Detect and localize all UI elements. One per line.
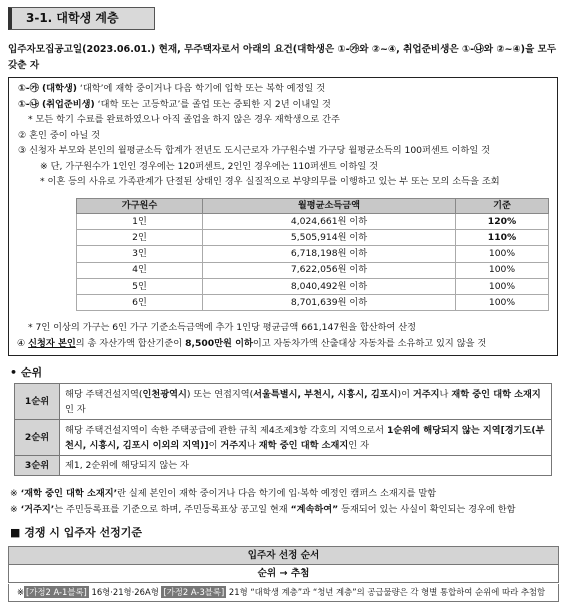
- rank-1-adjacent: 서울특별시, 부천시, 시흥시, 김포시: [253, 388, 398, 400]
- household-size: 4인: [77, 262, 203, 278]
- intro-paragraph: 입주자모집공고일(2023.06.01.) 현재, 무주택자로서 아래의 요건(대학생은 ①-㉮와 ②~④, 취업준비생은 ①-㉯와 ②~④)을 모두 갖춘 자: [8, 44, 557, 71]
- income-pct: 100%: [456, 278, 549, 294]
- household-size: 6인: [77, 294, 203, 310]
- income-pct: 100%: [456, 246, 549, 262]
- table-row: [77, 278, 549, 294]
- condition-4-bold-2: 8,500만원 이하: [185, 338, 253, 349]
- table-row: [77, 262, 549, 278]
- block-tag-2: [가정2 A-3블록]: [163, 587, 225, 597]
- amount-unit: 원 이하: [337, 248, 368, 260]
- note-residence: [10, 504, 560, 516]
- income-header-pct: 기준: [456, 199, 549, 214]
- order-note-text: 16형·21형·26A형: [88, 587, 162, 597]
- amount-value: 4,024,661: [290, 215, 338, 227]
- amount-value: 8,701,639: [290, 296, 338, 308]
- income-amount: [203, 262, 456, 278]
- income-header-size: 가구원수: [77, 199, 203, 214]
- note-mark: ※: [10, 504, 21, 515]
- table-row: [77, 214, 549, 230]
- condition-3: ③ 신청자 부모와 본인의 월평균소득 합계가 전년도 도시근로자 가구원수별 가구당 월평균소득의 100퍼센트 이하일 것: [18, 145, 490, 156]
- amount-unit: 원 이하: [337, 264, 368, 276]
- income-amount: [203, 278, 456, 294]
- condition-4-text-2: 이고 자동차가액 산출대상 자동차를 소유하고 있지 않을 것: [252, 338, 487, 349]
- rank-row-2: [15, 420, 552, 456]
- rank-1-description: [60, 384, 552, 420]
- rank-1-text: 해당 주택건설지역(: [65, 388, 143, 400]
- condition-3-note-2: * 이혼 등의 사유로 가족관계가 단절된 상태인 경우 실질적으로 부양의무를 이행하고 있는 부 또는 모의 소득을 조회: [40, 176, 500, 187]
- order-title: 입주자 선정 순서: [9, 547, 559, 565]
- rank-1-text: )이: [397, 388, 413, 400]
- rank-1-text: 나: [439, 388, 452, 400]
- condition-1b-text: ‘대학 또는 고등학교’를 졸업 또는 중퇴한 지 2년 이내일 것: [94, 98, 331, 110]
- income-pct: 100%: [456, 294, 549, 310]
- order-note-mark: ※: [17, 587, 25, 597]
- order-value: 순위 → 추첨: [9, 565, 559, 583]
- rank-2-text: 해당 주택건설지역이 속한 주택공급에 관한 규칙 제4조제3항 각호의 지역으로서: [65, 424, 387, 436]
- block-tag-1: [가정2 A-1블록]: [26, 587, 87, 597]
- condition-4-text-1: 의 총 자산가액 합산기준이: [75, 338, 186, 349]
- condition-1a-number: ①-㉮ (대학생): [18, 83, 78, 94]
- income-table: [76, 198, 549, 311]
- household-size: 1인: [77, 214, 203, 230]
- income-amount: [203, 230, 456, 246]
- compete-heading: ■ 경쟁 시 입주자 선정기준: [10, 526, 142, 539]
- rank-2-residence: 거주지: [220, 439, 247, 451]
- amount-unit: 원 이하: [337, 232, 368, 244]
- note-campus-text: 란 실제 본인이 재학 중이거나 다음 학기에 입·복학 예정인 캠퍼스 소재지를 말함: [117, 488, 437, 499]
- condition-4-bold-1: 신청자 본인: [28, 338, 76, 349]
- household-size: 3인: [77, 246, 203, 262]
- rank-1-text: ) 또는 연접지역(: [186, 388, 254, 400]
- income-pct: 110%: [456, 230, 549, 246]
- note-residence-text: 등재되어 있는 사실이 확인되는 경우에 한함: [338, 504, 516, 515]
- household-size: 5인: [77, 278, 203, 294]
- rank-2-text: 인 자: [348, 439, 369, 451]
- amount-value: 8,040,492: [290, 280, 338, 292]
- income-pct: 100%: [456, 262, 549, 278]
- condition-1a-text: ‘대학’에 재학 중이거나 다음 학기에 입학 또는 복학 예정일 것: [77, 83, 326, 94]
- amount-value: 5,505,914: [290, 232, 338, 244]
- amount-unit: 원 이하: [337, 296, 368, 308]
- amount-value: 7,622,056: [290, 264, 338, 276]
- amount-value: 6,718,198: [290, 248, 338, 260]
- note-campus: [10, 488, 560, 500]
- rank-heading: • 순위: [10, 366, 43, 379]
- condition-1b-number: ①-㉯ (취업준비생): [18, 98, 95, 110]
- section-title: 3-1. 대학생 계층: [8, 7, 155, 30]
- income-amount: [203, 214, 456, 230]
- amount-unit: 원 이하: [337, 215, 368, 227]
- rank-2-label: 2순위: [15, 420, 60, 456]
- rank-row-3: [15, 456, 552, 476]
- rank-2-region: 1순위에 해당되지 않는 지역[경기도(부천시, 시흥시, 김포시 이외의 지역)]: [65, 424, 545, 451]
- note-campus-term: ‘재학 중인 대학 소재지’: [20, 488, 118, 499]
- condition-3-note-1: ※ 단, 가구원수가 1인인 경우에는 120퍼센트, 2인인 경우에는 110퍼센트 이하일 것: [40, 160, 379, 172]
- condition-1a: [18, 81, 557, 97]
- condition-4: [17, 338, 565, 350]
- table-row: [77, 230, 549, 246]
- rank-row-1: [15, 384, 552, 420]
- note-residence-text: 는 주민등록표를 기준으로 하며, 주민등록표상 공고일 현재: [54, 504, 291, 515]
- rank-2-campus: 재학 중인 대학 소재지: [258, 439, 349, 451]
- condition-4-number: ④: [17, 338, 29, 349]
- rank-2-text: 나: [247, 439, 259, 451]
- rank-1-text: 인 자: [65, 403, 86, 415]
- income-amount: [203, 246, 456, 262]
- condition-1-note: * 모든 학기 수료를 완료하였으나 아직 졸업을 하지 않은 경우 재학생으로 간주: [28, 114, 340, 125]
- condition-1b: [18, 97, 557, 113]
- table-row: [77, 246, 549, 262]
- note-continuous: “계속하여”: [290, 504, 339, 515]
- income-header-amount: 월평균소득금액: [203, 199, 456, 214]
- note-residence-term: ‘거주지’: [20, 504, 55, 515]
- selection-order-table: [8, 546, 559, 583]
- rank-table: [14, 383, 552, 476]
- rank-1-region: 인천광역시: [142, 388, 187, 400]
- rank-3-label: 3순위: [15, 456, 60, 476]
- rank-1-campus: 재학 중인 대학 소재지: [451, 388, 541, 400]
- income-table-header: [77, 199, 549, 214]
- condition-2: ② 혼인 중이 아닐 것: [18, 129, 101, 141]
- rank-1-residence: 거주지: [412, 388, 440, 400]
- rank-3-description: 제1, 2순위에 해당되지 않는 자: [60, 456, 552, 476]
- income-pct: 120%: [456, 214, 549, 230]
- order-note: [8, 584, 559, 602]
- rank-1-label: 1순위: [15, 384, 60, 420]
- household-size: 2인: [77, 230, 203, 246]
- condition-3-note-3: * 7인 이상의 가구는 6인 가구 기준소득금액에 추가 1인당 평균금액 661,147원을 합산하여 산정: [28, 322, 417, 333]
- order-note-text: 21형 “대학생 계층”과 “청년 계층”의 공급물량은 각 형별 통합하여 순위에 따라 추첨함: [226, 587, 546, 597]
- rank-2-description: [60, 420, 552, 456]
- note-mark: ※: [10, 488, 21, 499]
- amount-unit: 원 이하: [337, 280, 368, 292]
- table-row: [77, 294, 549, 310]
- income-amount: [203, 294, 456, 310]
- rank-2-text: 이: [208, 439, 221, 451]
